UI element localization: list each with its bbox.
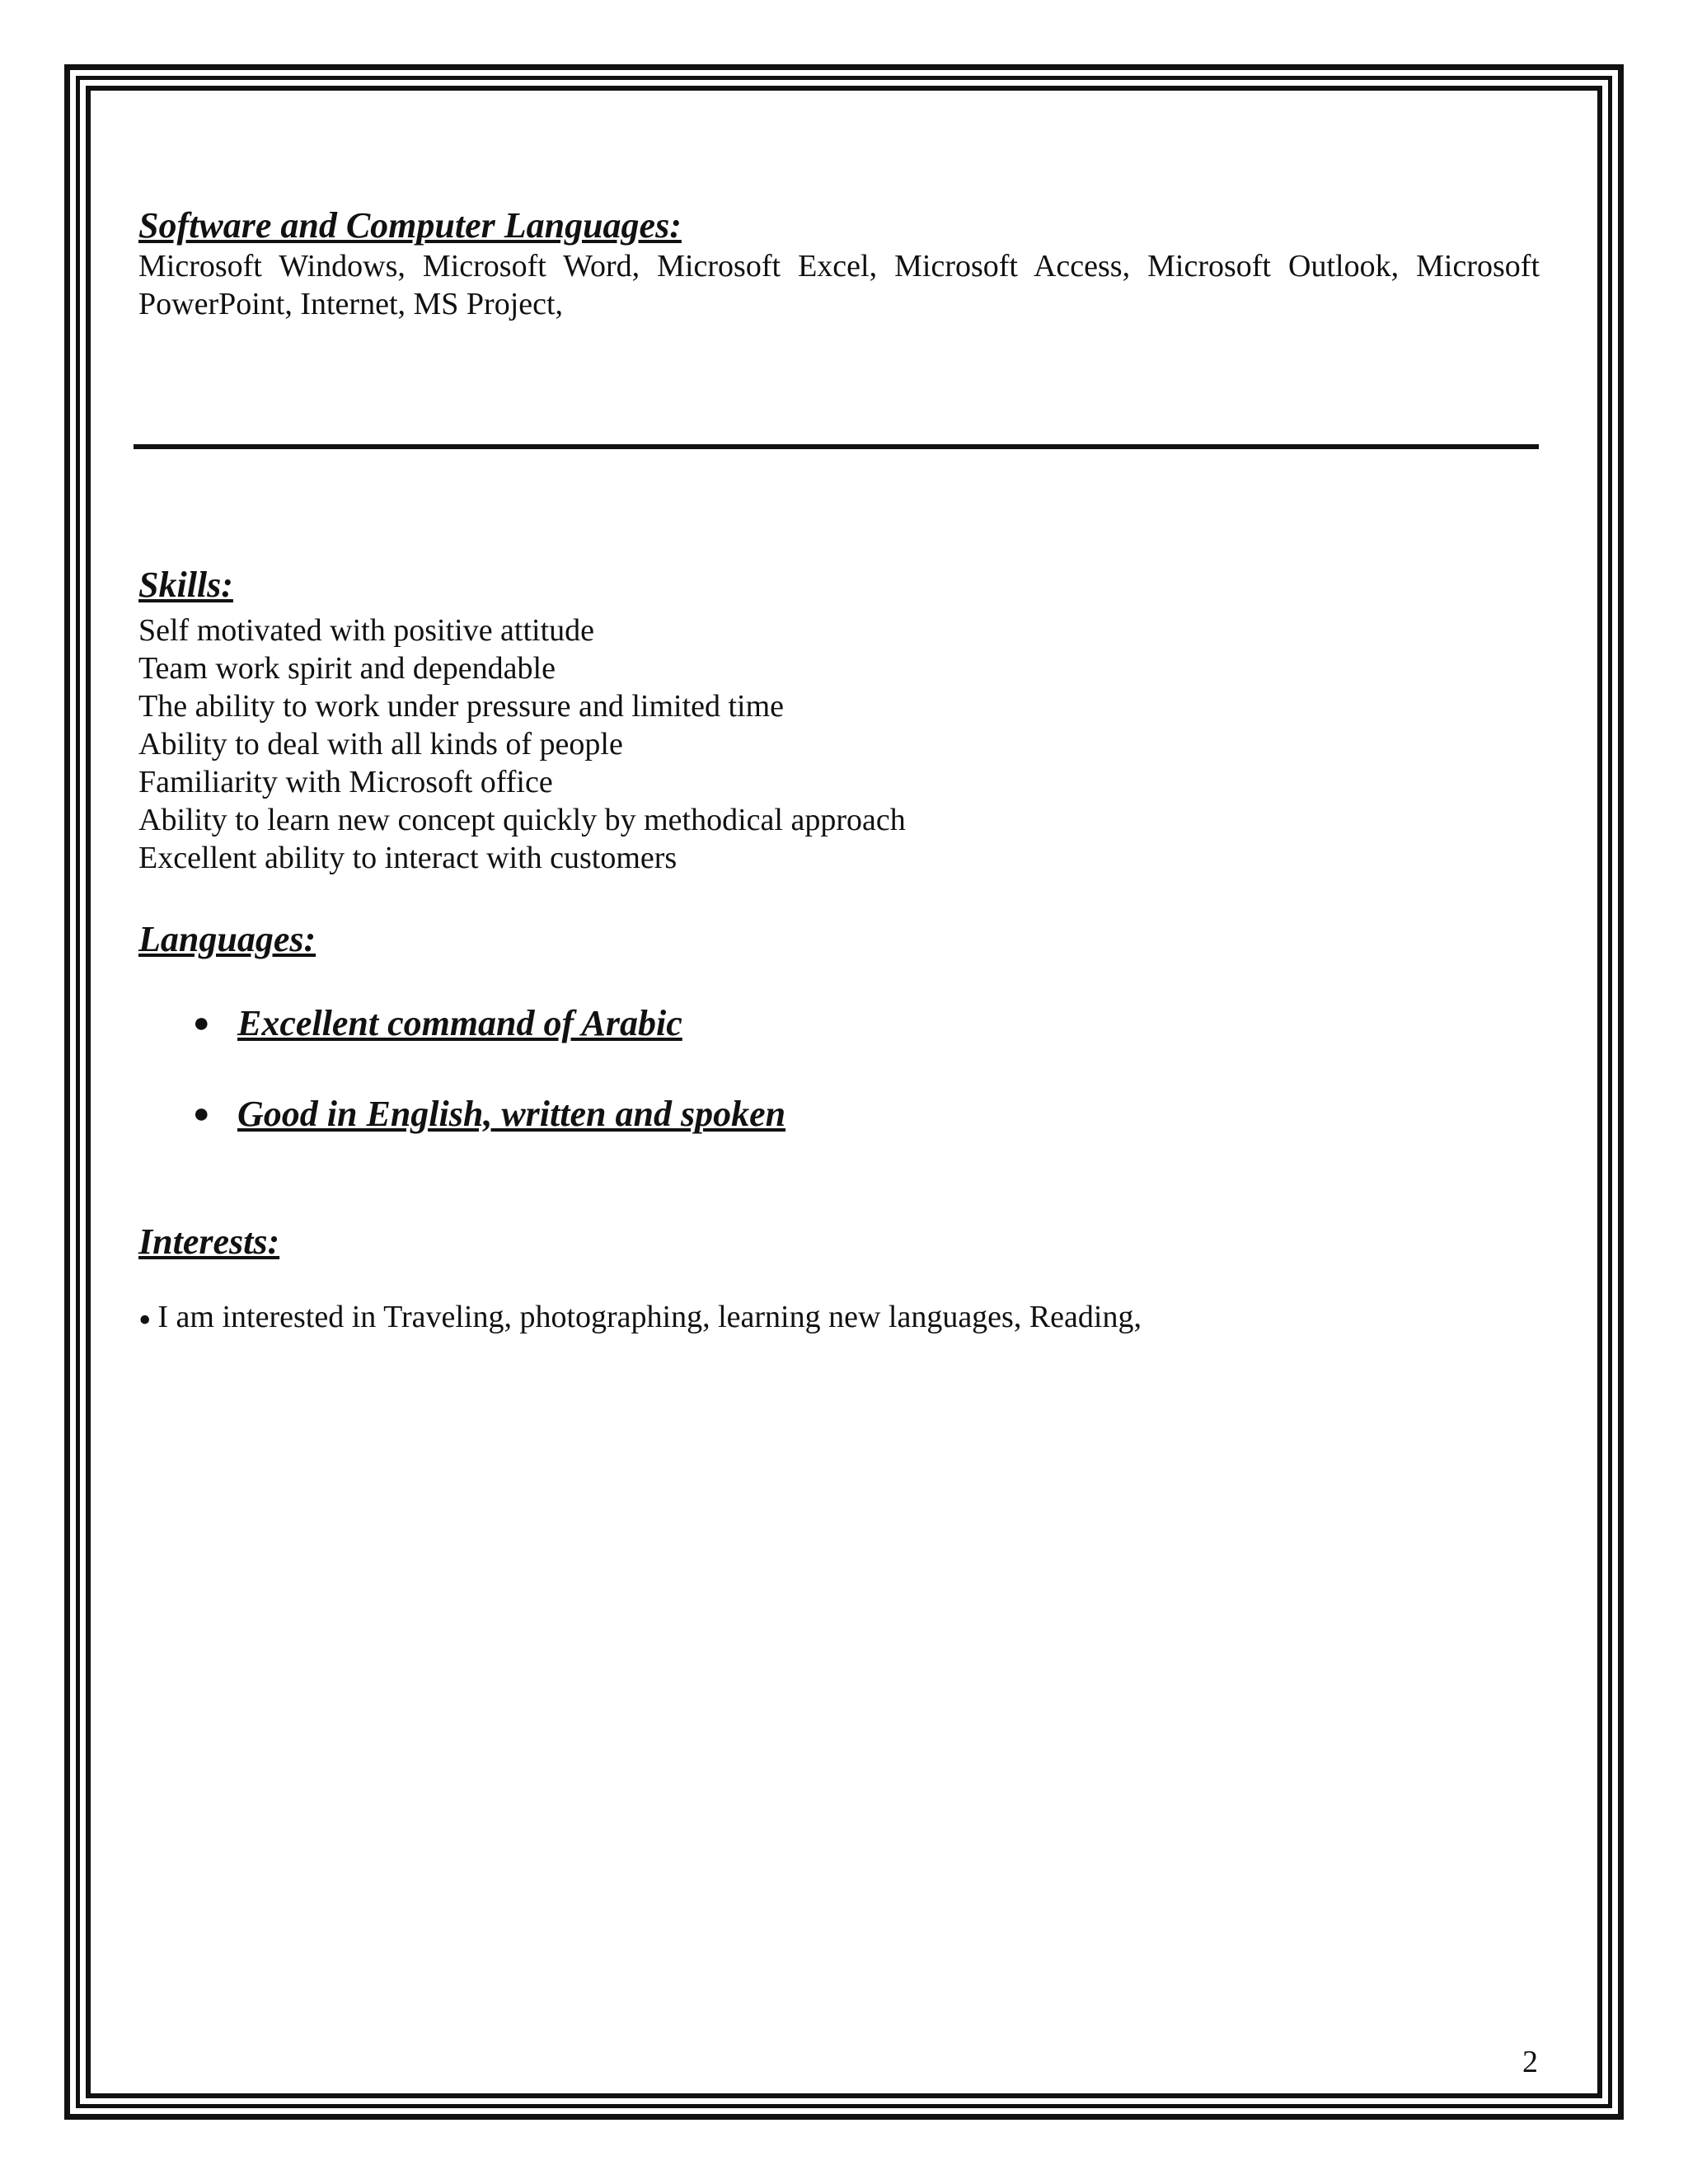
languages-heading: Languages: <box>138 919 316 959</box>
skill-item: Ability to deal with all kinds of people <box>138 727 623 762</box>
bullet-icon: ● <box>193 1008 210 1039</box>
software-heading: Software and Computer Languages: <box>138 205 682 246</box>
skills-heading: Skills: <box>138 565 233 605</box>
languages-section <box>138 920 1540 1136</box>
skill-item: Familiarity with Microsoft office <box>138 765 553 800</box>
interests-section <box>138 1221 1540 1341</box>
skill-item: Ability to learn new concept quickly by methodical approach <box>138 803 906 838</box>
languages-list <box>138 1002 1540 1136</box>
bullet-icon: • <box>138 1300 152 1341</box>
language-text: Excellent command of Arabic <box>237 1003 682 1044</box>
skill-item: Excellent ability to interact with customers <box>138 841 678 876</box>
software-section <box>138 206 1540 323</box>
skills-section <box>138 565 1540 877</box>
interest-item <box>138 1296 1540 1341</box>
language-text: Good in English, written and spoken <box>237 1094 786 1135</box>
skill-item: Team work spirit and dependable <box>138 651 556 687</box>
bullet-icon: ● <box>193 1099 210 1130</box>
skill-item: Self motivated with positive attitude <box>138 613 595 649</box>
interests-heading: Interests: <box>138 1221 280 1262</box>
page-number: 2 <box>1522 2045 1538 2079</box>
section-divider <box>134 444 1539 449</box>
language-item <box>138 1002 1540 1045</box>
software-text: Microsoft Windows, Microsoft Word, Microsoft Excel, Microsoft Access, Microsoft Outlook, Microsoft PowerPoint, Internet, MS Project, <box>138 249 1540 322</box>
interest-text: I am interested in Traveling, photographing, learning new languages, Reading, <box>157 1300 1142 1335</box>
skill-item: The ability to work under pressure and limited time <box>138 689 785 724</box>
language-item <box>138 1093 1540 1136</box>
